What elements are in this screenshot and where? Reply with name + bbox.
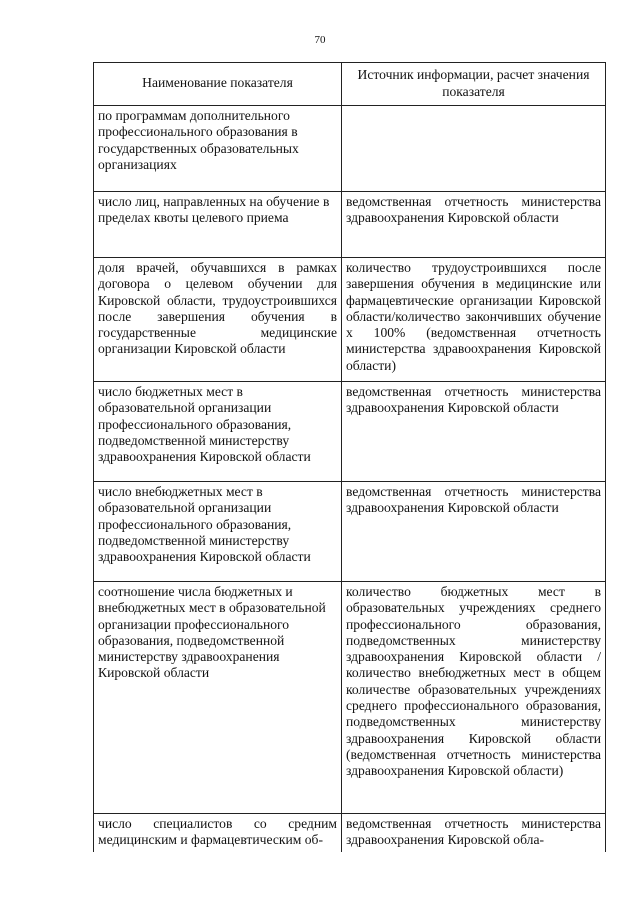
source-cell: ведомственная отчетность министерства здравоохранения Кировской области xyxy=(342,382,606,482)
indicator-cell: число бюджетных мест в образовательной организации профессионального образования, подведомственной министерству здравоохранения Кировской области xyxy=(94,382,342,482)
source-cell: ведомственная отчетность министерства здравоохранения Кировской области xyxy=(342,482,606,582)
header-info-source: Источник информации, расчет значения показателя xyxy=(342,63,606,106)
table-row xyxy=(94,192,606,258)
page-number: 70 xyxy=(314,34,326,46)
indicator-cell: доля врачей, обучавшихся в рамках договора о целевом обучении для Кировской области, трудоустроившихся после завершения обучения в государственные медицинские организации Кировской области xyxy=(94,258,342,382)
source-cell xyxy=(342,106,606,192)
source-cell: ведомственная отчетность министерства здравоохранения Кировской обла- xyxy=(342,814,606,852)
table-row xyxy=(94,482,606,582)
source-cell: количество бюджетных мест в образовательных учреждениях среднего профессионального образования, подведомственных министерству здравоохранения Кировской области / количество внебюджетных мест в общем количестве образовательных учреждениях среднего профессионального образования, подведомственных министерству здравоохранения Кировской области (ведомственная отчетность министерства здравоохранения Кировской области) xyxy=(342,582,606,814)
table-row xyxy=(94,582,606,814)
indicator-cell: число специалистов со средним медицинским и фармацевтическим об- xyxy=(94,814,342,852)
table-row xyxy=(94,258,606,382)
table-row xyxy=(94,814,606,852)
table-row xyxy=(94,382,606,482)
indicator-cell: число внебюджетных мест в образовательной организации профессионального образования, подведомственной министерству здравоохранения Кировской области xyxy=(94,482,342,582)
header-indicator-name: Наименование показателя xyxy=(94,63,342,106)
indicator-cell: число лиц, направленных на обучение в пределах квоты целевого приема xyxy=(94,192,342,258)
table-header-row xyxy=(94,63,606,106)
indicator-cell: по программам дополнительного профессионального образования в государственных образовательных организациях xyxy=(94,106,342,192)
indicators-table xyxy=(93,62,606,852)
indicator-cell: соотношение числа бюджетных и внебюджетных мест в образовательной организации профессионального образования, подведомственной министерству здравоохранения Кировской области xyxy=(94,582,342,814)
table-row xyxy=(94,106,606,192)
source-cell: количество трудоустроившихся после завершения обучения в медицинские или фармацевтические организации Кировской области/количество закончивших обучение x 100% (ведомственная отчетность министерства здравоохранения Кировской области) xyxy=(342,258,606,382)
source-cell: ведомственная отчетность министерства здравоохранения Кировской области xyxy=(342,192,606,258)
